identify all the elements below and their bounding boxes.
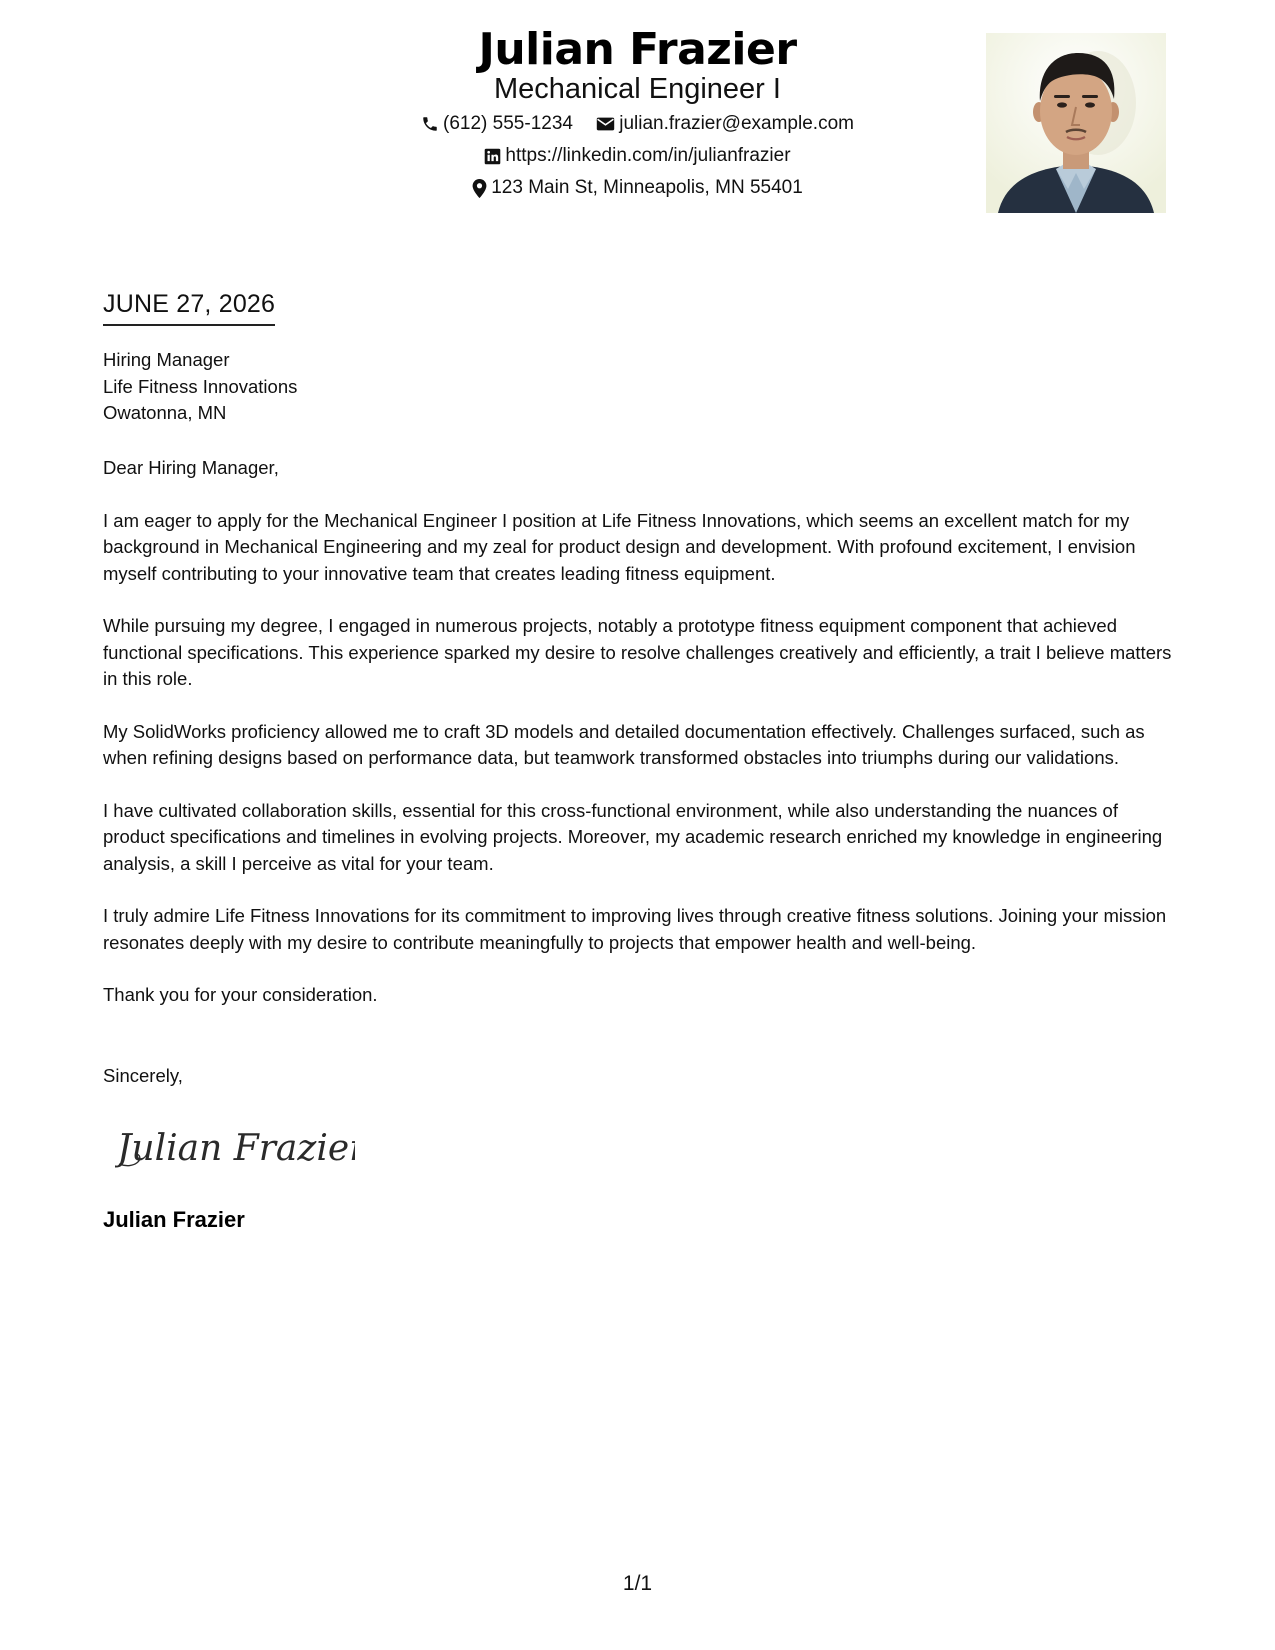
- address-text: 123 Main St, Minneapolis, MN 55401: [491, 177, 803, 198]
- recipient-block: [103, 347, 297, 427]
- phone-text: (612) 555-1234: [443, 113, 573, 134]
- page-number: 1/1: [622, 1572, 653, 1595]
- letter-body: [103, 455, 1173, 1035]
- recipient-title: Hiring Manager: [103, 349, 230, 370]
- closing-line: Sincerely,: [103, 1065, 183, 1086]
- letter-date: JUNE 27, 2026: [103, 288, 275, 326]
- email-text[interactable]: julian.frazier@example.com: [619, 113, 854, 134]
- contact-email[interactable]: [596, 111, 854, 137]
- applicant-name: Julian Frazier: [478, 24, 797, 75]
- handwritten-signature: [115, 1118, 355, 1176]
- linkedin-icon: [484, 148, 501, 165]
- salutation: Dear Hiring Manager,: [103, 457, 279, 478]
- letter-header: [0, 0, 1275, 220]
- contact-linkedin[interactable]: [484, 143, 790, 169]
- body-paragraph: My SolidWorks proficiency allowed me to craft 3D models and detailed documentation effectively. Challenges surfaced, such as when refining designs based on performance data, but teamwork transformed obstacles into triumphs during our validations.: [103, 720, 1145, 768]
- map-marker-icon: [472, 179, 487, 198]
- signer-name: Julian Frazier: [103, 1207, 245, 1232]
- thanks-line: Thank you for your consideration.: [103, 984, 378, 1005]
- recipient-location: Owatonna, MN: [103, 402, 227, 423]
- recipient-company: Life Fitness Innovations: [103, 375, 298, 397]
- signature-text: Julian Frazier: [117, 1128, 355, 1169]
- linkedin-text[interactable]: https://linkedin.com/in/julianfrazier: [505, 145, 791, 166]
- body-paragraph: I have cultivated collaboration skills, essential for this cross-functional environment, while also understanding the nuances of product specifications and timelines in evolving projects. Moreover, my academic research enriched my knowledge in engineering analysis, a skill I perceive as vital for your team.: [103, 799, 1163, 874]
- profile-photo: [986, 33, 1166, 213]
- applicant-title: Mechanical Engineer I: [494, 73, 781, 105]
- body-paragraph: I am eager to apply for the Mechanical Engineer I position at Life Fitness Innovations, which seems an excellent match for my background in Mechanical Engineering and my zeal for product design and development. With profound excitement, I envision myself contributing to your innovative team that creates leading fitness equipment.: [103, 509, 1136, 584]
- body-paragraph: I truly admire Life Fitness Innovations for its commitment to improving lives through creative fitness solutions. Joining your mission resonates deeply with my desire to contribute meaningfully to projects that empower health and well-being.: [103, 905, 1167, 953]
- contact-phone: [421, 111, 573, 137]
- phone-icon: [421, 115, 439, 133]
- body-paragraph: While pursuing my degree, I engaged in numerous projects, notably a prototype fitness equipment component that achieved functional specifications. This experience sparked my desire to resolve challenges creatively and efficiently, a trait I believe matters in this role.: [103, 615, 1172, 689]
- contact-address: [472, 175, 803, 201]
- envelope-icon: [596, 116, 615, 132]
